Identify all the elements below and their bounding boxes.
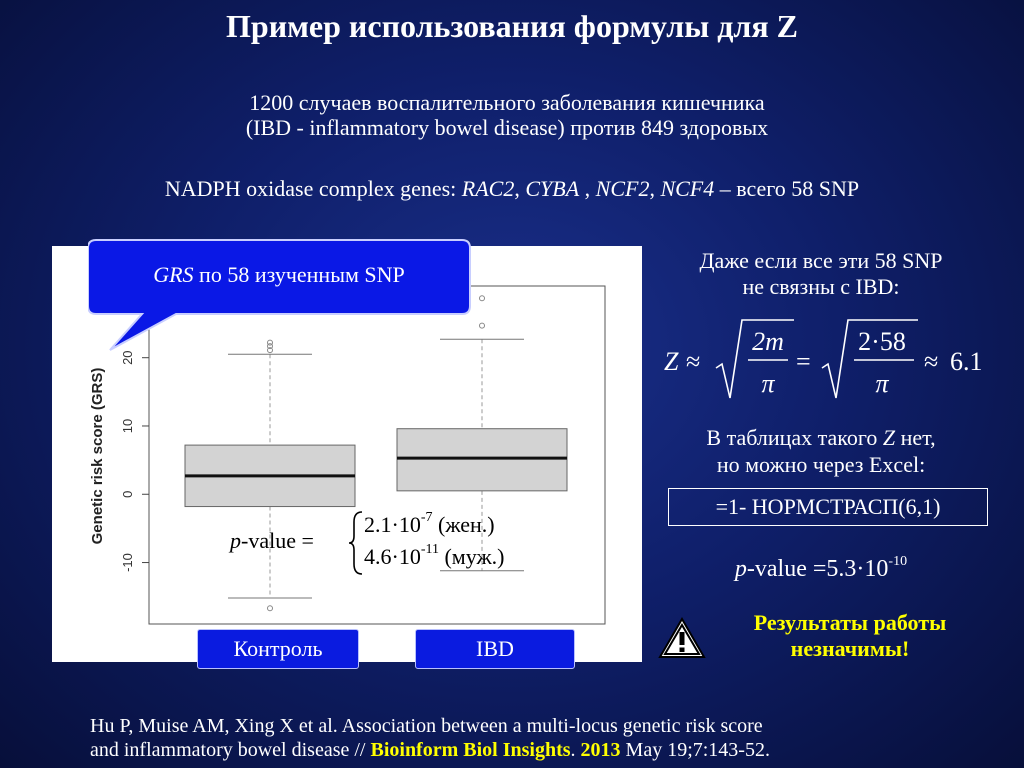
pvalue-label: p-value = bbox=[230, 528, 314, 553]
y-axis-label: Genetic risk score (GRS) bbox=[89, 367, 106, 545]
outlier-point bbox=[480, 296, 485, 301]
genes-suffix: – всего 58 SNP bbox=[714, 176, 860, 201]
warning-line-2: незначимы! bbox=[790, 636, 910, 661]
outlier-point bbox=[268, 606, 273, 611]
pvalue-result: p-value $=5.3\cdot 10^{-10}$ bbox=[734, 554, 908, 582]
y-tick-label: 20 bbox=[120, 350, 135, 365]
gene-ncf4: NCF4 bbox=[660, 176, 715, 201]
warning-text bbox=[700, 610, 1000, 662]
citation bbox=[90, 714, 990, 762]
formula-den2: π bbox=[875, 369, 889, 398]
callout-bubble bbox=[88, 238, 478, 358]
citation-journal: Bioinform Biol Insights bbox=[370, 739, 571, 761]
formula-den1: π bbox=[761, 369, 775, 398]
assumption-line-2: не связны с IBD: bbox=[742, 274, 900, 299]
table-note-line-1: В таблицах такого Z нет, bbox=[706, 425, 936, 450]
y-tick-label: 0 bbox=[120, 490, 135, 498]
study-line-2: (IBD - inflammatory bowel disease) против 849 здоровых bbox=[245, 115, 769, 140]
formula-approx-2: ≈ bbox=[924, 347, 939, 376]
gene-rac2: RAC2 bbox=[461, 176, 515, 201]
citation-line-2: and inflammatory bowel disease // Bioinform Biol Insights. 2013 May 19;7:143-52. bbox=[90, 739, 770, 761]
formula-eq: = bbox=[796, 347, 811, 376]
study-description bbox=[0, 90, 1014, 140]
z-formula bbox=[662, 312, 1002, 412]
callout-text bbox=[88, 262, 470, 288]
pvalue-female: $2.1\cdot 10^{-7}$ (жен.) bbox=[364, 510, 495, 537]
citation-year: 2013 bbox=[580, 739, 621, 761]
box-iqr bbox=[397, 429, 567, 491]
slide-title: Пример использования формулы для Z bbox=[226, 8, 798, 44]
y-tick-label: -10 bbox=[120, 553, 135, 572]
outlier-point bbox=[480, 323, 485, 328]
category-label-ibd: IBD bbox=[415, 629, 575, 669]
table-note-line-2: но можно через Excel: bbox=[716, 452, 926, 477]
study-line-1: 1200 случаев воспалительного заболевания кишечника bbox=[249, 90, 765, 115]
callout-grs: GRS bbox=[153, 262, 194, 287]
warning-line-1: Результаты работы bbox=[753, 610, 947, 635]
genes-prefix: NADPH oxidase complex genes: bbox=[164, 176, 462, 201]
citation-line-1: Hu P, Muise AM, Xing X et al. Association between a multi-locus genetic risk score bbox=[90, 715, 763, 737]
table-note bbox=[648, 424, 994, 478]
formula-result: 6.1 bbox=[950, 347, 983, 376]
gene-ncf2: NCF2 bbox=[595, 176, 650, 201]
pvalue-male: $4.6\cdot 10^{-11}$ (муж.) bbox=[364, 542, 505, 569]
formula-num1: 2m bbox=[752, 327, 784, 356]
warning-triangle-icon bbox=[658, 616, 706, 660]
formula-num2: 2·58 bbox=[858, 327, 906, 356]
assumption-text bbox=[648, 248, 994, 300]
y-tick-label: 10 bbox=[120, 418, 135, 434]
box-0 bbox=[185, 340, 355, 611]
gene-cyba: CYBA bbox=[525, 176, 580, 201]
formula-approx: ≈ bbox=[686, 347, 701, 376]
assumption-line-1: Даже если все эти 58 SNP bbox=[699, 248, 943, 273]
formula-z: Z bbox=[664, 347, 679, 376]
brace-icon bbox=[348, 510, 364, 576]
category-label-control: Контроль bbox=[197, 629, 359, 669]
excel-formula-box: =1- НОРМСТРАСП(6,1) bbox=[668, 488, 988, 526]
genes-line: NADPH oxidase complex genes: RAC2, CYBA , NCF2, NCF4 – всего 58 SNP bbox=[164, 176, 860, 201]
callout-rest: по 58 изученным SNP bbox=[193, 262, 405, 287]
